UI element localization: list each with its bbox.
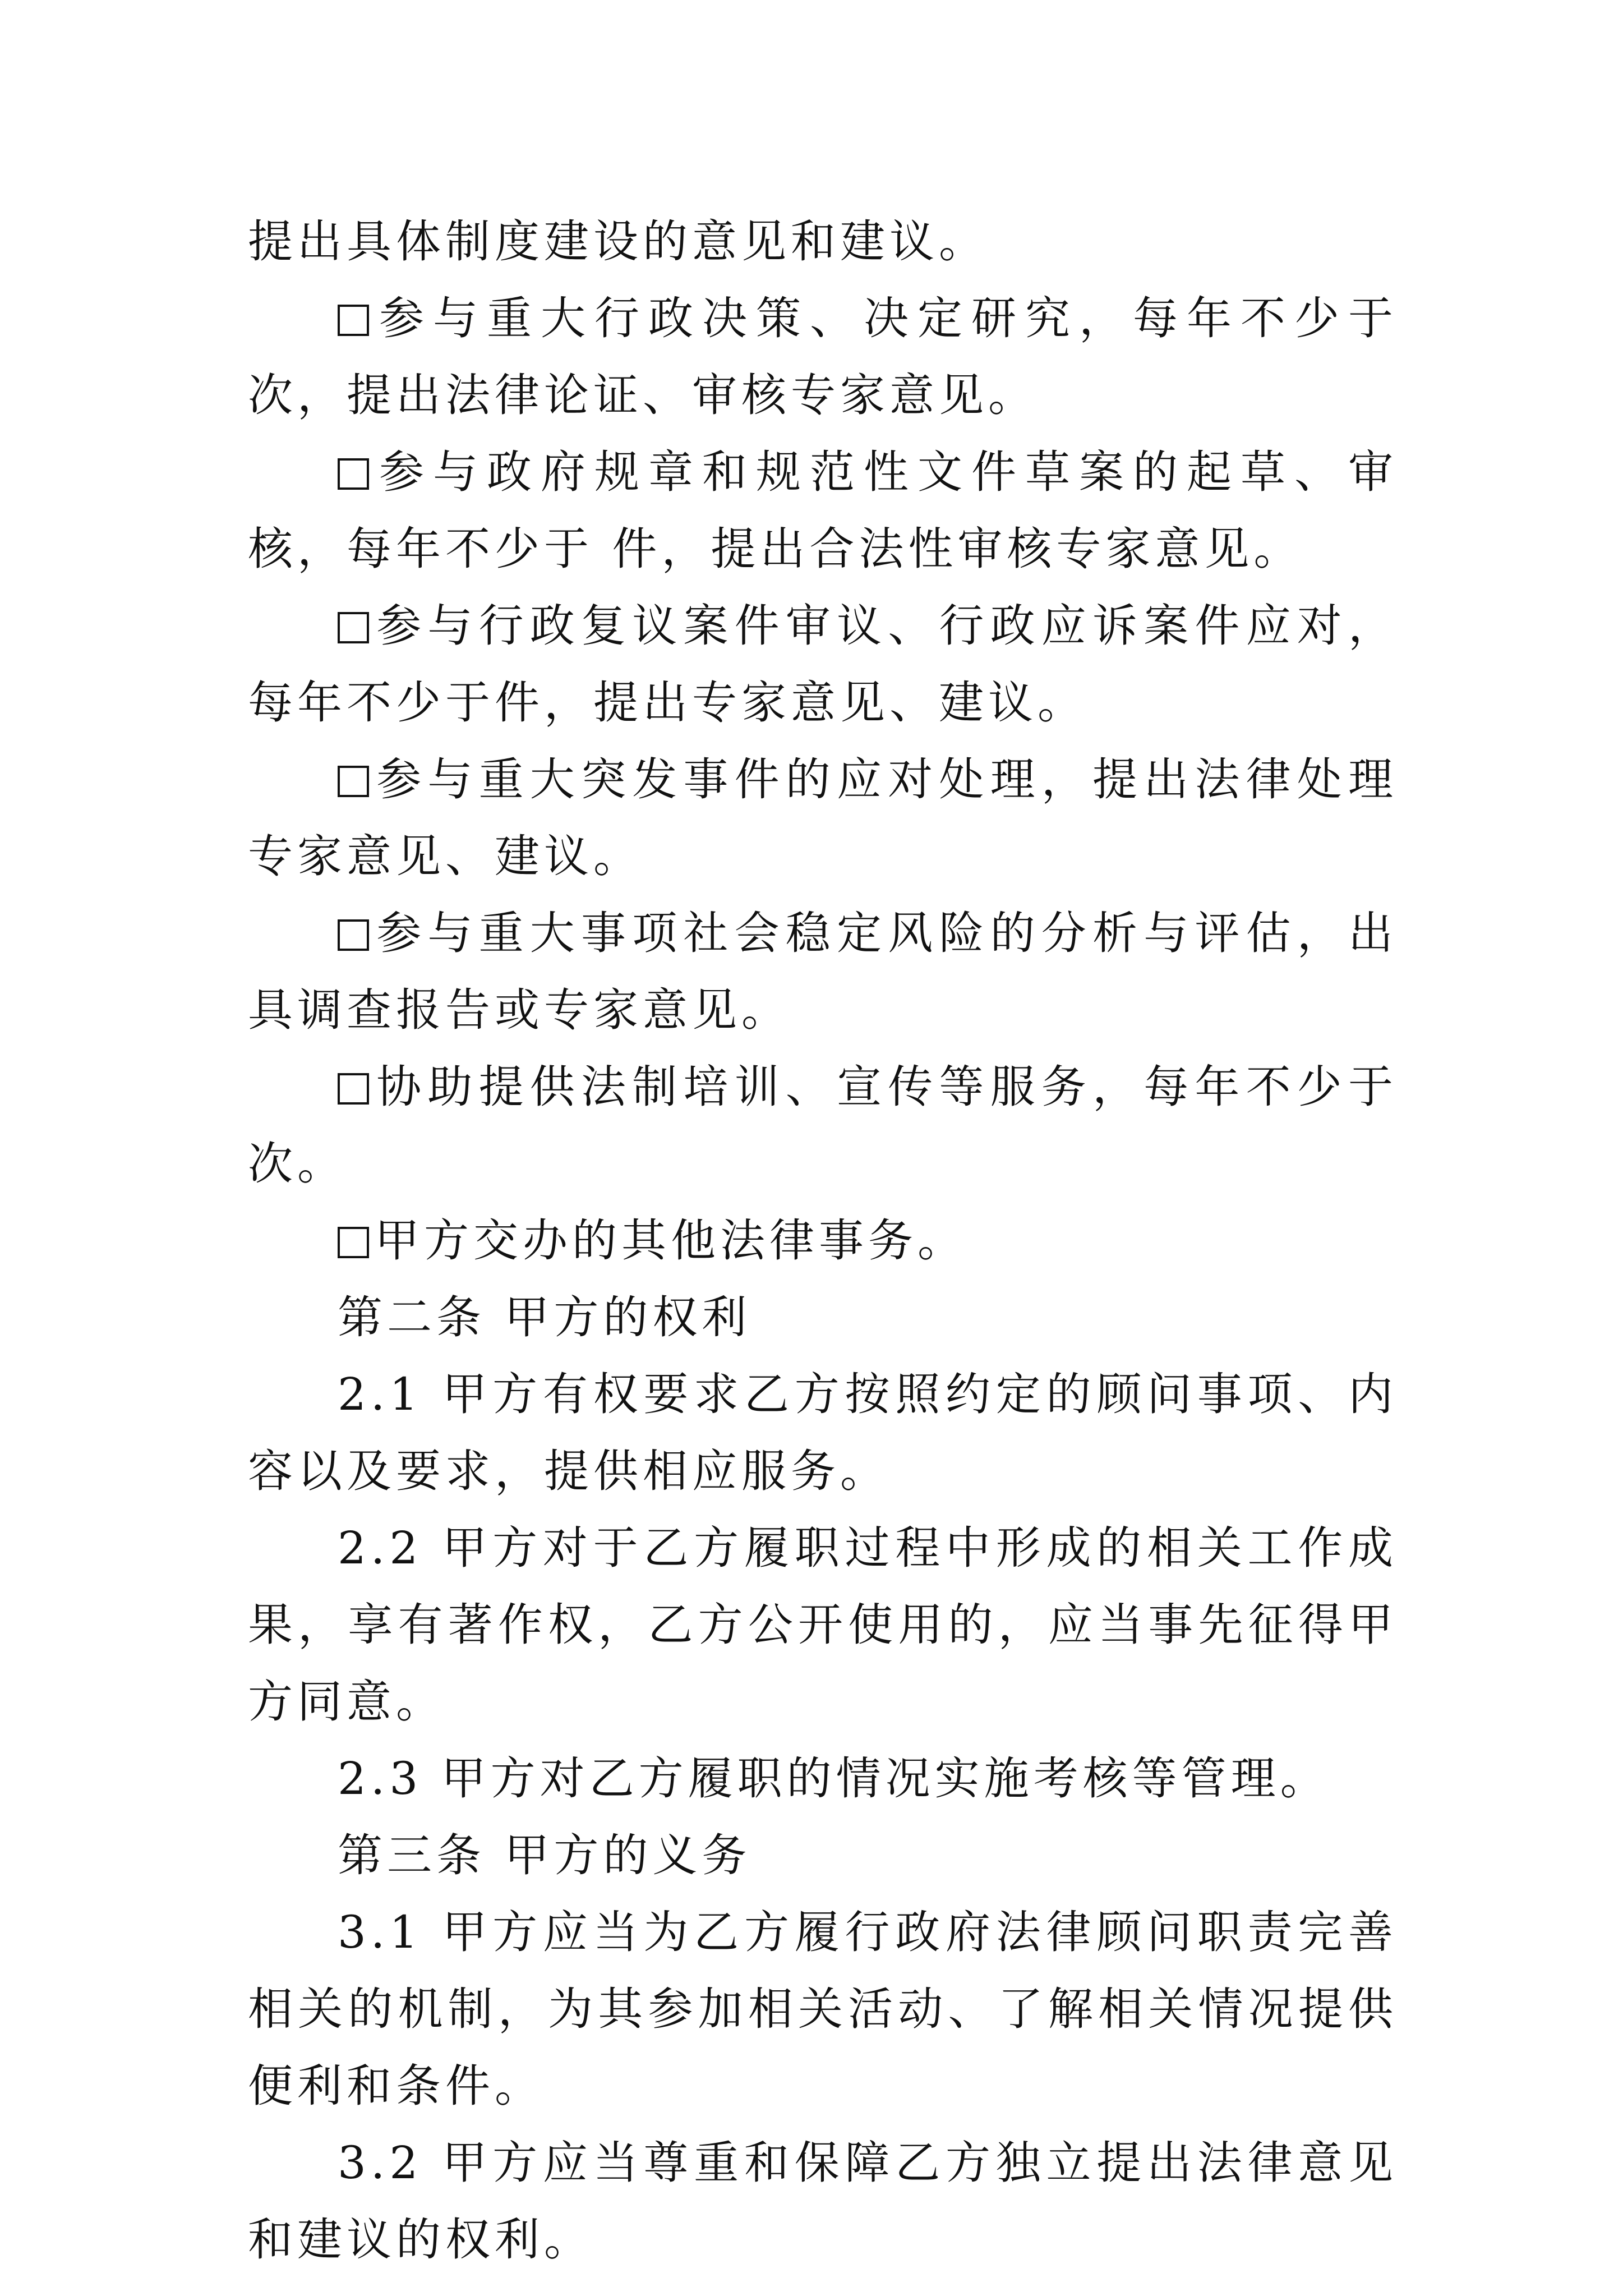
paragraph-text: 参与重大行政决策、决定研究，每年不少于 次，提出法律论证、审核专家意见。 [248,292,1398,421]
paragraph [248,741,1398,895]
paragraph-text: 第三条 甲方的义务 [338,1829,751,1881]
paragraph [248,587,1398,741]
paragraph [248,1894,1398,2124]
paragraph-text: 协助提供法制培训、宣传等服务，每年不少于 次。 [248,1061,1398,1190]
checkbox[interactable] [338,1227,369,1258]
checkbox[interactable] [338,305,369,336]
paragraph [248,434,1398,587]
paragraph-text: 参与重大事项社会稳定风险的分析与评估，出具调查报告或专家意见。 [248,907,1398,1036]
checkbox[interactable] [338,1073,369,1105]
paragraph [248,1048,1398,1202]
paragraph-text: 提出具体制度建设的意见和建议。 [248,215,988,268]
checkbox[interactable] [338,612,369,643]
paragraph-text: 2.3 甲方对乙方履职的情况实施考核等管理。 [338,1752,1330,1805]
paragraph [248,1510,1398,1740]
paragraph [248,895,1398,1048]
paragraph [248,203,1398,280]
paragraph-text: 3.1 甲方应当为乙方履行政府法律顾问职责完善相关的机制，为其参加相关活动、了解相关情况提供便利和条件。 [248,1906,1398,2112]
paragraph-text: 甲方交办的其他法律事务。 [375,1214,967,1267]
checkbox[interactable] [338,458,369,490]
paragraph [248,280,1398,434]
paragraph-text: 3.2 甲方应当尊重和保障乙方独立提出法律意见和建议的权利。 [248,2137,1398,2266]
paragraph [248,1356,1398,1510]
paragraph-text: 参与重大突发事件的应对处理，提出法律处理专家意见、建议。 [248,753,1398,882]
checkbox[interactable] [338,919,369,951]
paragraph-text: 参与政府规章和规范性文件草案的起草、审核，每年不少于 件，提出合法性审核专家意见。 [248,446,1398,575]
paragraph-text: 2.2 甲方对于乙方履职过程中形成的相关工作成果，享有著作权，乙方公开使用的，应当事先征得甲方同意。 [248,1522,1398,1728]
paragraph-text: 第二条 甲方的权利 [338,1291,751,1343]
document-body [248,203,1398,2278]
checkbox[interactable] [338,766,369,797]
section-heading [248,1817,1398,1894]
paragraph [248,1740,1398,1817]
paragraph [248,2124,1398,2278]
paragraph-text: 2.1 甲方有权要求乙方按照约定的顾问事项、内容以及要求，提供相应服务。 [248,1368,1398,1497]
section-heading [248,1279,1398,1356]
paragraph-text: 参与行政复议案件审议、行政应诉案件应对，每年不少于件，提出专家意见、建议。 [248,600,1398,729]
paragraph [248,1202,1398,1279]
